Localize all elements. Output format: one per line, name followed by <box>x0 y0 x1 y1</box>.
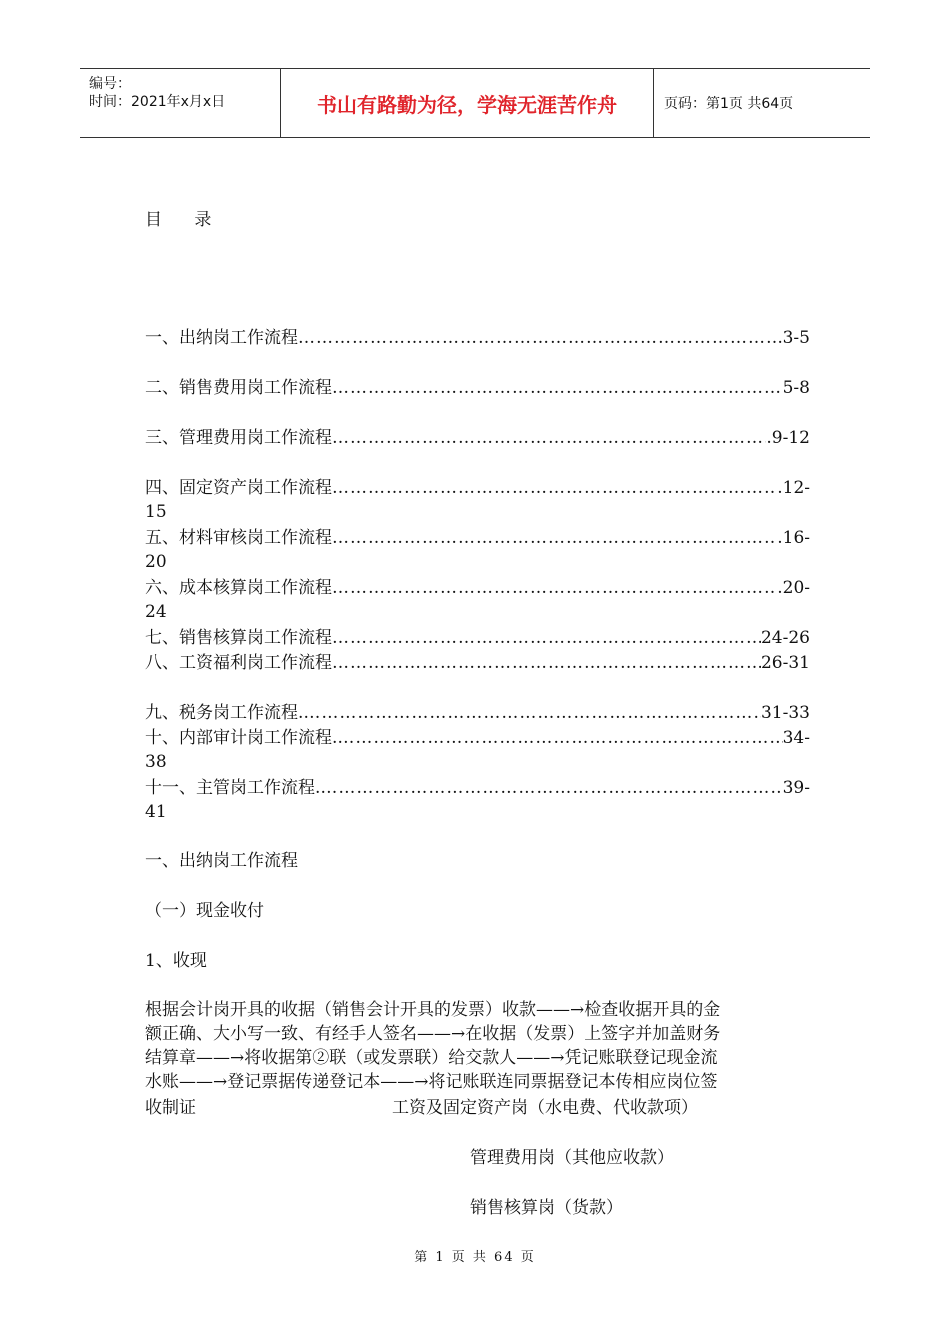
toc-leader-dots <box>337 726 782 750</box>
toc-entry-pages-continued: 15 <box>145 502 167 522</box>
toc-entry-pages: 39- <box>782 778 810 798</box>
toc-entry-pages: 3-5 <box>782 328 810 348</box>
toc-leader-dots <box>332 376 783 400</box>
toc-leader-dots <box>332 626 761 650</box>
toc-entry-pages: .12- <box>777 478 810 498</box>
toc-entry-title: 七、销售核算岗工作流程 <box>145 628 332 648</box>
paragraph-line: 结算章——→将收据第②联（或发票联）给交款人——→凭记账联登记现金流 <box>145 1048 718 1068</box>
page-info: 页码：第1页 共64页 <box>664 96 794 112</box>
toc-entry-row <box>145 701 810 725</box>
toc-entry-pages: 24-26 <box>760 628 810 648</box>
toc-leader-dots <box>332 476 777 500</box>
section-title: 一、出纳岗工作流程 <box>145 851 298 871</box>
toc-entry-pages-continued: 24 <box>145 602 167 622</box>
toc-leader-dots <box>332 576 777 600</box>
toc-entry-title: 十一、主管岗工作流程. <box>145 778 321 798</box>
toc-entry-title: 二、销售费用岗工作流程 <box>145 378 332 398</box>
toc-entry-pages: .20- <box>777 578 810 598</box>
header-info-cell <box>80 69 281 137</box>
toc-entry-pages: 26-31 <box>760 653 810 673</box>
toc-leader-dots <box>332 526 777 550</box>
toc-entry-title: 九、税务岗工作流程. <box>145 703 304 723</box>
toc-entry <box>145 426 810 450</box>
time-label: 时间：2021年x月x日 <box>89 94 226 110</box>
toc-entry <box>145 726 810 774</box>
toc-entry-row <box>145 426 810 450</box>
toc-entry-title: 十、内部审计岗工作流程. <box>145 728 338 748</box>
toc-entry-row <box>145 476 810 500</box>
toc-leader-dots <box>303 701 761 725</box>
toc-entry-pages: 5-8 <box>782 378 810 398</box>
toc-entry-pages: 31-33 <box>760 703 810 723</box>
toc-entry <box>145 626 810 650</box>
toc-entry-row <box>145 326 810 350</box>
number-label: 编号： <box>89 76 131 92</box>
paragraph-line: 额正确、大小写一致、有经手人签名——→在收据（发票）上签字并加盖财务 <box>145 1024 721 1044</box>
branch-sales-accounting: 销售核算岗（货款） <box>470 1198 623 1218</box>
page-header <box>80 68 870 138</box>
toc-entry <box>145 326 810 350</box>
toc-entry-title: 六、成本核算岗工作流程 <box>145 578 332 598</box>
process-paragraph <box>145 998 810 1094</box>
toc-entry-row <box>145 776 810 800</box>
toc-entry-title: 八、工资福利岗工作流程 <box>145 653 332 673</box>
toc-entry <box>145 376 810 400</box>
toc-entry <box>145 576 810 624</box>
header-page-cell <box>654 69 870 137</box>
toc-entry <box>145 651 810 675</box>
toc-entry-row <box>145 376 810 400</box>
toc-entry-row <box>145 651 810 675</box>
toc-title: 目 录 <box>145 210 212 230</box>
toc-entry-row <box>145 726 810 750</box>
toc-entry-pages: .9-12 <box>766 428 810 448</box>
toc-entry-pages: .16- <box>777 528 810 548</box>
toc-entry <box>145 776 810 824</box>
paragraph-line: 根据会计岗开具的收据（销售会计开具的发票）收款——→检查收据开具的金 <box>145 1000 721 1020</box>
toc-leader-dots <box>298 326 783 350</box>
toc-entry <box>145 701 810 725</box>
branch-wages-assets: 工资及固定资产岗（水电费、代收款项） <box>392 1098 698 1118</box>
motto-text: 书山有路勤为径，学海无涯苦作舟 <box>317 92 617 117</box>
toc-entry-title: 三、管理费用岗工作流程 <box>145 428 332 448</box>
toc-entry-row <box>145 626 810 650</box>
toc-entry-pages-continued: 41 <box>145 802 167 822</box>
subsection-title: （一）现金收付 <box>145 901 264 921</box>
paragraph-line: 水账——→登记票据传递登记本——→将记账联连同票据登记本传相应岗位签 <box>145 1072 718 1092</box>
toc-entry-title: 四、固定资产岗工作流程 <box>145 478 332 498</box>
toc-leader-dots <box>332 651 761 675</box>
toc-entry-pages: 34- <box>782 728 810 748</box>
toc-entry-row <box>145 526 810 550</box>
toc-entry <box>145 476 810 524</box>
toc-leader-dots <box>320 776 782 800</box>
toc-entry-title: 五、材料审核岗工作流程 <box>145 528 332 548</box>
toc-entry-title: 一、出纳岗工作流程 <box>145 328 298 348</box>
header-motto-cell <box>281 69 654 137</box>
toc-leader-dots <box>332 426 766 450</box>
toc-entry <box>145 526 810 574</box>
toc-entry-row <box>145 576 810 600</box>
paragraph-last-line: 收制证 <box>145 1098 196 1118</box>
toc-entry-pages-continued: 20 <box>145 552 167 572</box>
page-footer: 第 1 页 共 64 页 <box>414 1250 536 1265</box>
toc-entry-pages-continued: 38 <box>145 752 167 772</box>
item-title: 1、收现 <box>145 951 207 971</box>
branch-admin-expense: 管理费用岗（其他应收款） <box>470 1148 674 1168</box>
